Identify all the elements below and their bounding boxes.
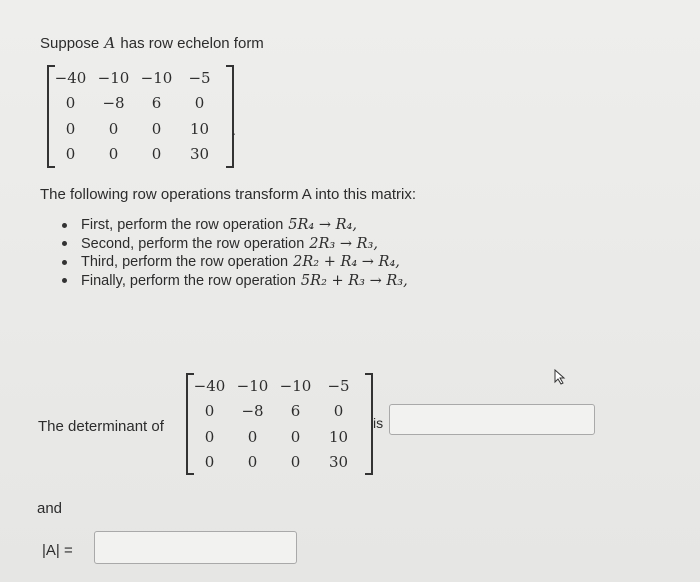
matrix-cell: −40 — [54, 68, 87, 87]
intro-prefix: Suppose — [40, 35, 100, 52]
abs-a-answer-input[interactable] — [94, 531, 297, 564]
bullet-icon — [62, 223, 67, 228]
matrix-cell: 0 — [247, 427, 258, 446]
matrix-period: . — [232, 122, 236, 138]
matrix-cell: 0 — [65, 119, 76, 138]
bullet-icon — [62, 260, 67, 265]
list-item — [62, 235, 408, 254]
matrix-cell: −40 — [193, 376, 226, 395]
operations-list — [62, 216, 408, 290]
abs-a-label: |A| = — [42, 542, 73, 559]
echelon-matrix — [47, 65, 234, 168]
matrix-cell: 10 — [328, 427, 349, 446]
matrix-cell: −8 — [102, 94, 125, 113]
intro-text — [40, 34, 264, 52]
matrix-cell: 0 — [65, 145, 76, 164]
bullet-icon — [62, 278, 67, 283]
operations-title: The following row operations transform A into this matrix: — [40, 186, 416, 203]
matrix-cell: −8 — [241, 402, 264, 421]
bullet-icon — [62, 241, 67, 246]
is-label: is — [373, 415, 384, 431]
matrix-cell: 0 — [108, 145, 119, 164]
intro-suffix: has row echelon form — [120, 35, 264, 52]
matrix-cell: −5 — [327, 376, 350, 395]
matrix-cell: −10 — [236, 376, 269, 395]
operation-math: 2R₃ → R₃, — [309, 235, 378, 252]
matrix-cell: 0 — [151, 119, 162, 138]
matrix-cell: 0 — [65, 94, 76, 113]
matrix-cell: −10 — [279, 376, 312, 395]
matrix-row — [49, 142, 232, 168]
operation-text: Finally, perform the row operation — [81, 272, 296, 289]
list-item — [62, 253, 408, 272]
matrix-row — [188, 450, 371, 476]
intro-variable: A — [104, 34, 116, 52]
matrix-cell: 30 — [189, 145, 210, 164]
matrix-cell: 0 — [290, 453, 301, 472]
matrix-row — [188, 424, 371, 450]
matrix-cell: −10 — [97, 68, 130, 87]
matrix-cell: 6 — [151, 94, 162, 113]
matrix-cell: 0 — [151, 145, 162, 164]
matrix-cell: 0 — [194, 94, 205, 113]
matrix-cell: 6 — [290, 402, 301, 421]
matrix-cell: 0 — [108, 119, 119, 138]
operation-math: 2R₂ + R₄ → R₄, — [293, 254, 400, 271]
matrix-cell: 10 — [189, 119, 210, 138]
mouse-pointer-icon — [553, 369, 569, 385]
and-label: and — [37, 500, 63, 517]
determinant-answer-input[interactable] — [389, 404, 595, 435]
matrix-cell: 0 — [204, 402, 215, 421]
matrix-cell: 0 — [290, 427, 301, 446]
matrix-row — [49, 116, 232, 142]
list-item — [62, 216, 408, 235]
matrix-cell: −5 — [188, 68, 211, 87]
matrix-cell: 0 — [204, 427, 215, 446]
matrix-cell: 0 — [247, 453, 258, 472]
operation-text: First, perform the row operation — [81, 217, 284, 234]
matrix-cell: 0 — [333, 402, 344, 421]
operation-math: 5R₂ + R₃ → R₃, — [300, 272, 408, 289]
matrix-row — [188, 399, 371, 425]
determinant-label: The determinant of — [38, 418, 164, 435]
operation-text: Third, perform the row operation — [81, 254, 289, 271]
operation-text: Second, perform the row operation — [81, 235, 305, 252]
matrix-row — [188, 373, 371, 399]
operation-math: 5R₄ → R₄, — [288, 217, 357, 234]
matrix-row — [49, 91, 232, 117]
matrix-row — [49, 65, 232, 91]
result-matrix — [186, 373, 373, 475]
matrix-cell: 30 — [328, 453, 349, 472]
matrix-cell: 0 — [204, 453, 215, 472]
list-item — [62, 272, 408, 291]
matrix-cell: −10 — [140, 68, 173, 87]
